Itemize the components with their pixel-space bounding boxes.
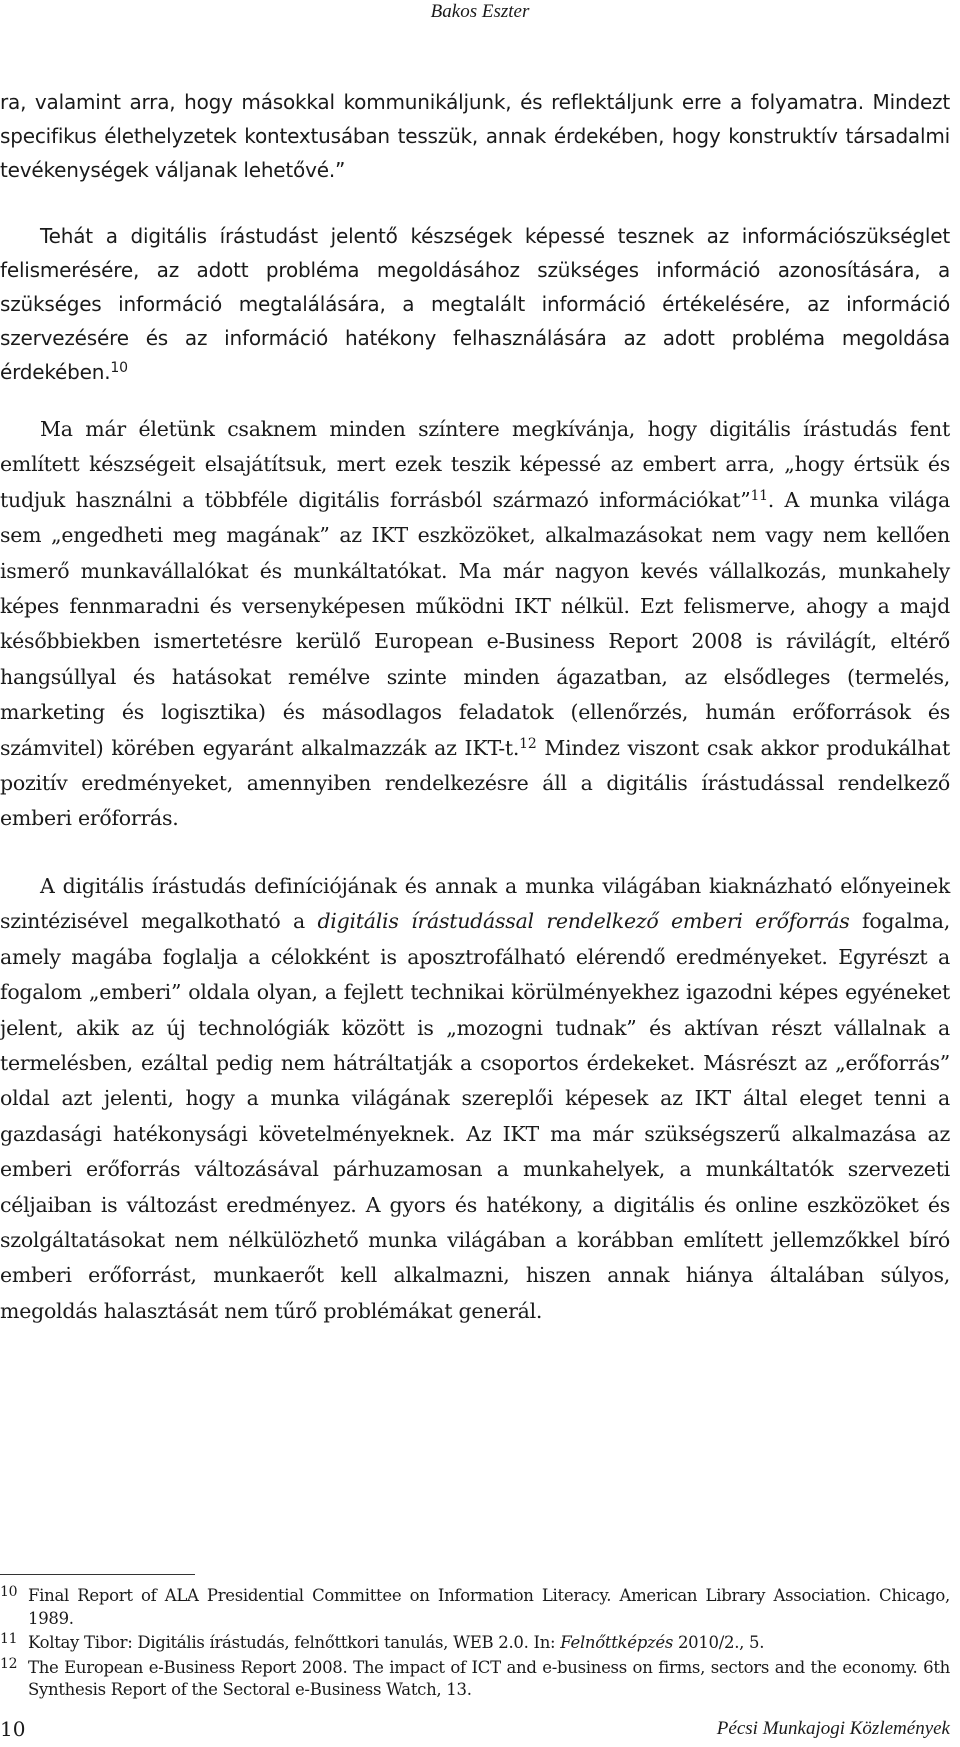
footnote-12 [0, 1657, 950, 1702]
running-title: Bakos Eszter [430, 1, 530, 22]
footnotes [0, 1585, 950, 1704]
footnote-text [28, 1632, 950, 1655]
body-paragraph-2-part-a: A digitális írástudás definíciójának és annak a munka világában kiaknázható előnyeinek szintézisével megalkotható a [0, 873, 950, 934]
running-header [0, 0, 960, 24]
body-paragraph-2 [0, 869, 950, 1329]
journal-title: Pécsi Munkajogi Közlemények [716, 1718, 950, 1739]
quote-paragraph-2-text: Tehát a digitális írástudást jelentő készségek képessé tesznek az információszükséglet felismerésére, az adott probléma megoldásához szükséges információ azonosítására, a szükséges információ megtalálására, a megtalált információ értékelésére, az információ szervezésére és az információ hatékony felhasználására az adott probléma megoldása érdekében. [0, 224, 950, 384]
defined-term: digitális írástudással rendelkező emberi erőforrás [317, 909, 850, 934]
footnote-journal-title: Felnőttképzés [560, 1633, 673, 1652]
footnote-11 [0, 1632, 950, 1655]
footnote-text: Final Report of ALA Presidential Committee on Information Literacy. American Library Association. Chicago, 1989. [28, 1586, 950, 1628]
footnote-number: 11 [0, 1631, 18, 1647]
footnote-ref-12[interactable]: 12 [519, 735, 537, 752]
footnote-separator [0, 1574, 195, 1575]
footnote-text-pre: Koltay Tibor: Digitális írástudás, felnőttkori tanulás, WEB 2.0. In: [28, 1633, 561, 1652]
footnote-ref-10[interactable]: 10 [110, 360, 128, 376]
body-paragraph-2-part-b: fogalma, amely magába foglalja a célokként is aposztrofálható elérendő eredményeket. Egyrészt a fogalom „emberi” oldala olyan, a fejlett technikai körülményekhez igazodni képes egyéneket jelent, akik az új technológiák között is „mozogni tudnak” és aktívan részt vállalnak a termelésben, ezáltal pedig nem hátráltatják a csoportos érdekeket. Másrészt az „erőforrás” oldal azt jelenti, hogy a munka világának szereplői képesek az IKT által eleget tenni a gazdasági hatékonysági követelményeknek. Az IKT ma már szükségszerű alkalmazása az emberi erőforrás változásával párhuzamosan a munkahelyek, a munkáltatók szervezeti céljaiban is változást eredményez. A gyors és hatékony, a digitális és online eszközöket és szolgáltatásokat nem nélkülözhető munka világában a korábban említett jellemzőkkel bíró emberi erőforrást, munkaerőt kell alkalmazni, hiszen annak hiánya általában súlyos, megoldás halasztását nem tűrő problémákat generál. [0, 909, 950, 1323]
page-number: 10 [0, 1717, 26, 1741]
body-paragraph-1-part-a: Ma már életünk csaknem minden színtere megkívánja, hogy digitális írástudás fent említett készségeit elsajátítsuk, mert ezek teszik képessé az embert arra, „hogy értsük és tudjuk használni a többféle digitális forrásból származó információkat” [0, 417, 950, 512]
quote-paragraph-2 [0, 219, 950, 389]
body-paragraph-1-part-b: . A munka világa sem „engedheti meg magának” az IKT eszközöket, alkalmazásokat nem vagy nem kellően ismerő munkavállalókat és munkáltatókat. Ma már nagyon kevés vállalkozás, munkahely képes fennmaradni és versenyképesen működni IKT nélkül. Ezt felismerve, ahogy a majd későbbiekben ismertetésre kerülő European e-Business Report 2008 is rávilágít, eltérő hangsúllyal és hatásokat remélve szinte minden ágazatban, az elsődleges (termelés, marketing és logisztika) és másodlagos feladatok (ellenőrzés, humán erőforrások és számvitel) körében egyaránt alkalmazzák az IKT-t. [0, 487, 950, 760]
body-paragraph-1-part-c: Mindez viszont csak akkor produkálhat pozitív eredményeket, amennyiben rendelkezésre áll a digitális írástudással rendelkező emberi erőforrás. [0, 735, 950, 831]
footnote-number: 12 [0, 1655, 18, 1672]
footnote-10 [0, 1585, 950, 1630]
footnote-text: The European e-Business Report 2008. The impact of ICT and e-business on firms, sectors and the economy. 6th Synthesis Report of the Sectoral e-Business Watch, 13. [28, 1657, 950, 1699]
main-content [0, 85, 950, 1329]
page-footer [0, 1716, 950, 1742]
body-paragraph-1 [0, 412, 950, 837]
footnote-number: 10 [0, 1584, 18, 1600]
footnote-ref-11[interactable]: 11 [750, 487, 768, 504]
quote-paragraph-1: ra, valamint arra, hogy másokkal kommunikáljunk, és reflektáljunk erre a folyamatra. Mindezt specifikus élethelyzetek kontextusában tesszük, annak érdekében, hogy konstruktív társadalmi tevékenységek váljanak lehetővé.” [0, 90, 950, 182]
footnote-text-post: 2010/2., 5. [673, 1633, 765, 1652]
